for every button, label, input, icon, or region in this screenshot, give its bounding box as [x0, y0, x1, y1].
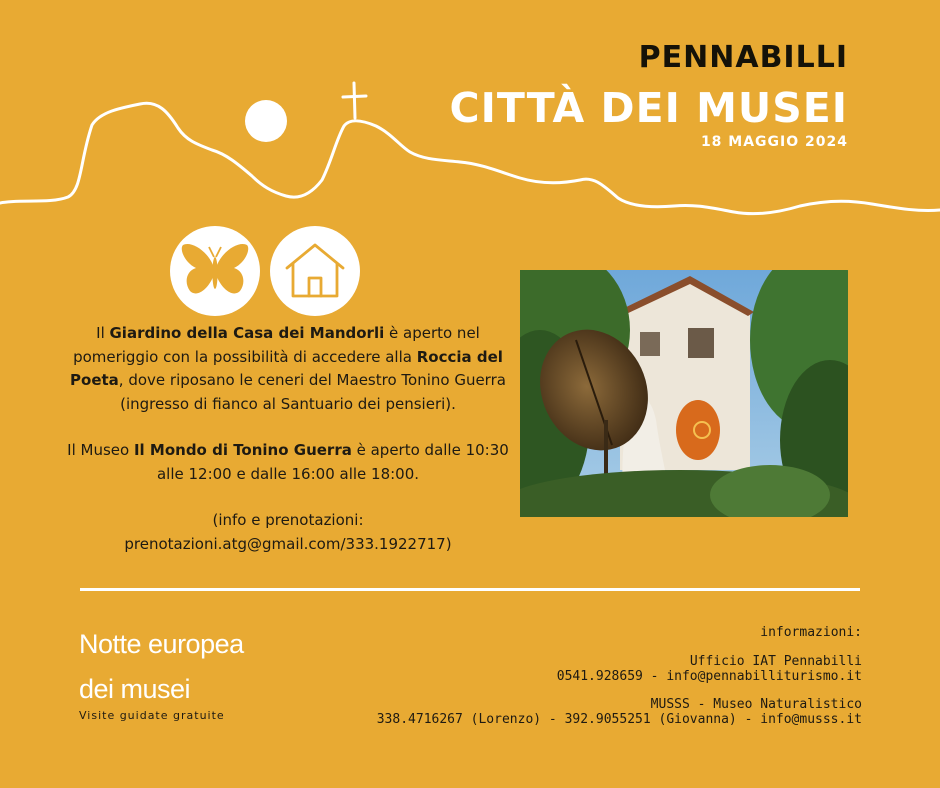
cross-icon — [343, 83, 366, 118]
musss-museum-contact[interactable]: 338.4716267 (Lorenzo) - 392.9055251 (Giovanna) - info@musss.it — [376, 712, 862, 727]
musss-museum-name: MUSSS - Museo Naturalistico — [650, 696, 862, 712]
event-description — [64, 322, 512, 579]
garden-paragraph: Il Giardino della Casa dei Mandorli è aperto nel pomeriggio con la possibilità di accedere alla Roccia del Poeta, dove riposano le ceneri del Maestro Tonino Guerra (ingresso di fianco al Santuario dei pensieri). — [70, 324, 506, 413]
sun-icon — [245, 100, 287, 142]
butterfly-icon — [180, 241, 250, 301]
house-badge — [270, 226, 360, 316]
booking-info: (info e prenotazioni: prenotazioni.atg@gmail.com/333.1922717) — [124, 511, 452, 553]
event-place-title: PENNABILLI — [638, 40, 848, 75]
notte-europea-title: Notte europea dei musei — [79, 629, 244, 704]
booking-contact[interactable]: prenotazioni.atg@gmail.com/333.1922717) — [124, 534, 452, 553]
iat-office-contact[interactable]: 0541.928659 - info@pennabilliturismo.it — [556, 669, 862, 684]
event-name-title: CITTÀ DEI MUSEI — [449, 84, 848, 132]
butterfly-badge — [170, 226, 260, 316]
garden-photo — [520, 270, 848, 517]
info-heading: informazioni: — [760, 625, 862, 640]
event-date: 18 MAGGIO 2024 — [700, 134, 848, 150]
museum-paragraph: Il Museo Il Mondo di Tonino Guerra è aperto dalle 10:30 alle 12:00 e dalle 16:00 alle 18:00. — [67, 441, 509, 483]
iat-office-name: Ufficio IAT Pennabilli — [689, 653, 862, 669]
contact-info — [377, 625, 862, 728]
section-divider — [80, 588, 860, 591]
guided-tours-note: Visite guidate gratuite — [79, 709, 225, 722]
house-icon — [283, 240, 347, 302]
